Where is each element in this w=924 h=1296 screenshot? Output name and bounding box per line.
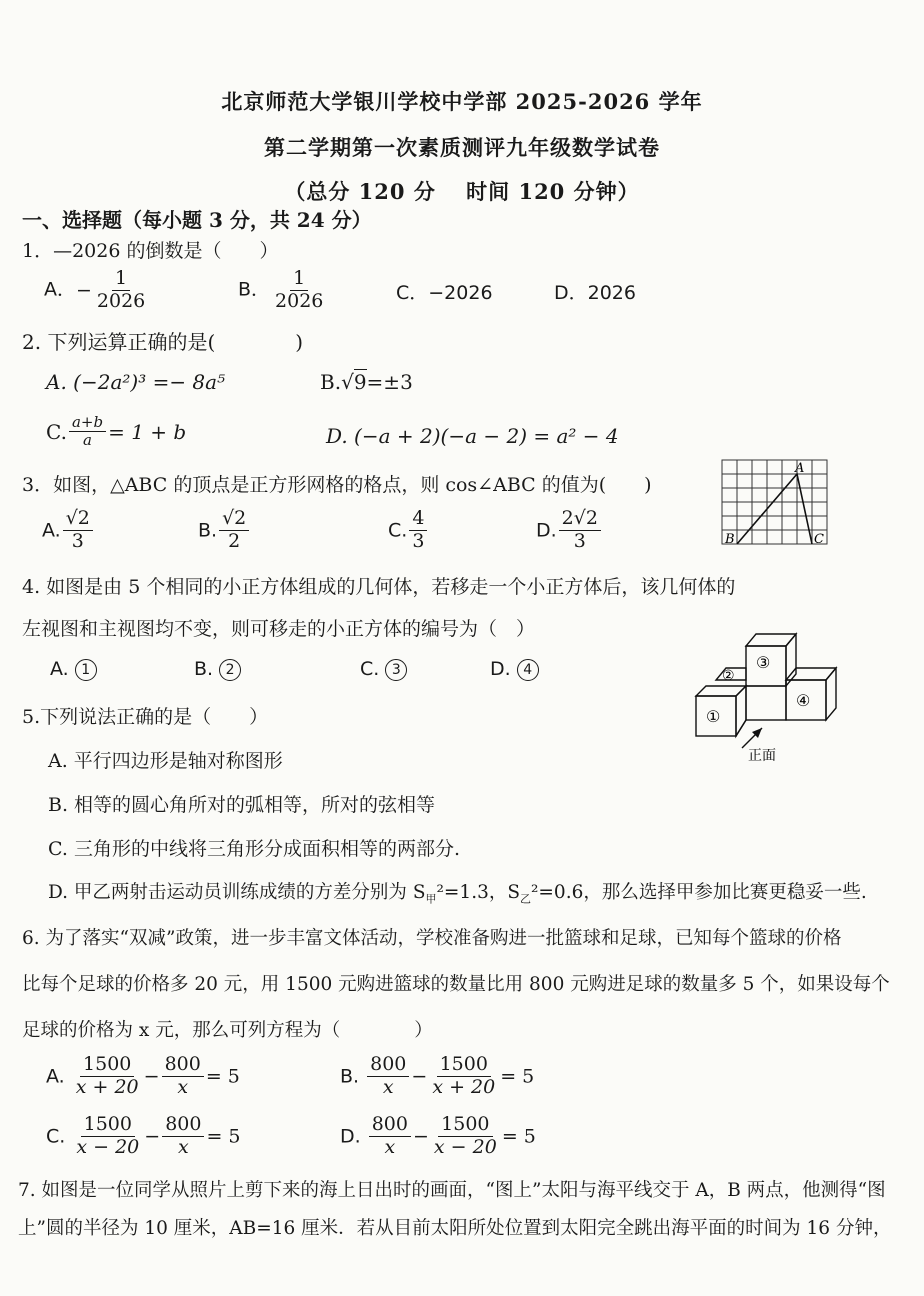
q3-c-den: 3 — [412, 529, 425, 552]
q4-c-label: C. — [360, 658, 380, 680]
q6-a-frac1 — [73, 1054, 142, 1099]
exam-title-line3: （总分 120 分 时间 120 分钟） — [284, 179, 640, 204]
q5-d-mid: ²=1.3，S — [436, 882, 521, 903]
q6-a-n2: 800 — [162, 1054, 204, 1077]
q6-c-n2: 800 — [162, 1114, 204, 1137]
q6-b-label: B. — [340, 1065, 360, 1088]
q4-option-d — [490, 658, 539, 681]
q4-fig-cube4: ④ — [796, 691, 811, 710]
q3-a-den: 3 — [71, 529, 84, 552]
q5-option-b: B. 相等的圆心角所对的弧相等，所对的弦相等 — [48, 794, 436, 816]
q3-b-den: 2 — [228, 529, 241, 552]
q2-c-rest: = 1 + b — [108, 419, 187, 444]
q6-option-d — [340, 1114, 536, 1159]
q1-option-a — [44, 268, 150, 313]
q3-fig-label-a: A — [795, 461, 805, 476]
q5-option-a: A. 平行四边形是轴对称图形 — [48, 750, 283, 772]
q4-b-circle: 2 — [219, 659, 241, 681]
section-heading: 一、选择题（每小题 3 分，共 24 分） — [22, 208, 372, 232]
q3-fig-label-c: C — [814, 532, 824, 547]
q6-c-d2: x — [177, 1135, 189, 1158]
q3-d-num: 2√2 — [559, 508, 601, 531]
q1-b-label: B． — [238, 278, 271, 301]
q6-b-frac1 — [367, 1054, 409, 1099]
q6-c-minus: − — [144, 1125, 161, 1148]
q1-stem: 1．—2026 的倒数是（ ） — [22, 240, 279, 262]
q4-fig-front-label: 正面 — [748, 748, 776, 764]
q6-d-d2: x − 20 — [433, 1135, 497, 1158]
q5-stem: 5.下列说法正确的是（ ） — [22, 706, 269, 728]
q3-b-fraction — [219, 508, 249, 553]
q6-c-n1: 1500 — [81, 1114, 135, 1137]
q6-option-c — [46, 1114, 241, 1159]
q3-fig-label-b: B — [725, 532, 735, 547]
q3-option-c — [388, 508, 429, 553]
q3-option-b — [198, 508, 251, 553]
q3-d-fraction — [559, 508, 601, 553]
q5-d-sub-jia: 甲 — [425, 892, 437, 906]
q6-stem-line1: 6. 为了落实“双减”政策，进一步丰富文体活动，学校准备购进一批篮球和足球，已知每个篮球的价格 — [22, 928, 842, 949]
q3-d-den: 3 — [573, 529, 586, 552]
q7-stem-line1: 7. 如图是一位同学从照片上剪下来的海上日出时的画面，“图上”太阳与海平线交于 A，B 两点，他测得“图 — [18, 1180, 886, 1201]
q6-d-label: D. — [340, 1125, 361, 1148]
q4-b-label: B. — [194, 658, 214, 680]
q2-c-fraction — [69, 414, 106, 450]
q6-stem-line2: 比每个足球的价格多 20 元，用 1500 元购进篮球的数量比用 800 元购进足球的数量多 5 个，如果设每个 — [22, 974, 890, 995]
q1-a-den: 2026 — [96, 289, 146, 312]
q6-b-n2: 1500 — [437, 1054, 491, 1077]
q5-option-d — [48, 878, 867, 907]
exam-title-line1: 北京师范大学银川学校中学部 2025-2026 学年 — [221, 89, 703, 114]
q3-c-num: 4 — [409, 508, 427, 531]
q7-stem-line2: 上”圆的半径为 10 厘米，AB=16 厘米．若从目前太阳所处位置到太阳完全跳出海平面的时间为 16 分钟， — [18, 1218, 892, 1239]
q3-d-label: D. — [536, 519, 557, 542]
q6-a-d1: x + 20 — [75, 1075, 139, 1098]
q6-stem-line3: 足球的价格为 x 元，那么可列方程为（ ） — [22, 1020, 433, 1041]
q4-stem-line2: 左视图和主视图均不变，则可移走的小正方体的编号为（ ） — [22, 618, 536, 640]
q6-a-n1: 1500 — [80, 1054, 134, 1077]
q4-a-circle: 1 — [75, 659, 97, 681]
q4-a-label: A. — [50, 658, 69, 680]
q4-fig-cube1: ① — [706, 707, 721, 726]
q6-b-n1: 800 — [367, 1054, 409, 1077]
q6-d-minus: − — [412, 1125, 429, 1148]
q6-d-frac2 — [431, 1114, 500, 1159]
q4-option-b — [194, 658, 241, 681]
q2-option-a: A. (−2a²)³ =− 8a⁵ — [46, 370, 226, 394]
q3-stem: 3．如图，△ABC 的顶点是正方形网格的格点，则 cos∠ABC 的值为( ) — [22, 474, 652, 496]
q5-option-c: C. 三角形的中线将三角形分成面积相等的两部分. — [48, 838, 460, 860]
q6-option-a — [46, 1054, 240, 1099]
q1-option-c: C．−2026 — [396, 282, 493, 304]
q2-stem: 2. 下列运算正确的是( ) — [22, 330, 304, 354]
q1-b-fraction — [272, 268, 326, 313]
q6-c-d1: x − 20 — [76, 1135, 140, 1158]
q5-d-sub-yi: 乙 — [520, 892, 532, 906]
q3-option-a — [42, 508, 95, 553]
q4-option-c — [360, 658, 407, 681]
q6-option-b — [340, 1054, 534, 1099]
q6-c-frac1 — [73, 1114, 142, 1159]
q6-a-label: A. — [46, 1065, 65, 1088]
q5-d-pre: D. 甲乙两射击运动员训练成绩的方差分别为 S — [48, 882, 426, 903]
q3-grid-figure — [716, 456, 836, 552]
q6-a-frac2 — [162, 1054, 204, 1099]
q2-b-label: B. — [320, 370, 342, 394]
q2-option-b — [320, 370, 413, 394]
q3-a-label: A. — [42, 519, 61, 542]
q3-b-label: B. — [198, 519, 218, 542]
q2-option-c — [46, 414, 186, 450]
q2-option-d: D. (−a + 2)(−a − 2) = a² − 4 — [326, 424, 619, 448]
q1-a-num: 1 — [112, 268, 130, 291]
q6-d-d1: x — [384, 1135, 396, 1158]
exam-title-line2: 第二学期第一次素质测评九年级数学试卷 — [264, 135, 660, 160]
q6-d-n1: 800 — [369, 1114, 411, 1137]
q6-b-eq: = 5 — [500, 1065, 535, 1088]
q6-c-frac2 — [162, 1114, 204, 1159]
q1-b-num: 1 — [290, 268, 308, 291]
q2-c-label: C. — [46, 419, 67, 444]
q5-d-post: ²=0.6，那么选择甲参加比赛更稳妥一些. — [531, 882, 867, 903]
q3-c-label: C. — [388, 519, 408, 542]
q6-b-d1: x — [382, 1075, 394, 1098]
q4-option-a — [50, 658, 97, 681]
q1-option-b — [238, 268, 328, 313]
q4-cube-figure — [688, 626, 844, 766]
q2-b-radicand: 9 — [353, 370, 367, 394]
q6-a-minus: − — [143, 1065, 160, 1088]
q4-fig-cube3: ③ — [756, 653, 771, 672]
q1-a-fraction — [94, 268, 148, 313]
q6-b-d2: x + 20 — [432, 1075, 496, 1098]
q4-d-label: D. — [490, 658, 511, 680]
q4-c-circle: 3 — [385, 659, 407, 681]
q3-c-fraction — [409, 508, 427, 553]
q3-a-fraction — [63, 508, 93, 553]
q6-d-n2: 1500 — [438, 1114, 492, 1137]
q3-a-num: √2 — [63, 508, 93, 531]
q6-b-minus: − — [411, 1065, 428, 1088]
q6-d-eq: = 5 — [501, 1125, 536, 1148]
q6-d-frac1 — [369, 1114, 411, 1159]
q4-fig-cube2: ② — [722, 668, 735, 684]
q2-c-num: a+b — [69, 414, 106, 432]
q3-b-num: √2 — [219, 508, 249, 531]
q1-option-d: D．2026 — [554, 282, 636, 304]
q4-stem-line1: 4. 如图是由 5 个相同的小正方体组成的几何体，若移走一个小正方体后，该几何体的 — [22, 576, 736, 598]
q1-a-label: A． — [44, 278, 76, 301]
q2-c-den: a — [83, 431, 92, 450]
radical-sign: √ — [341, 370, 354, 394]
q2-b-rest: =±3 — [366, 370, 413, 394]
q6-b-frac2 — [429, 1054, 498, 1099]
q1-a-sign: − — [76, 279, 92, 302]
q4-d-circle: 4 — [517, 659, 539, 681]
q1-b-den: 2026 — [275, 289, 324, 312]
q6-c-label: C. — [46, 1125, 66, 1148]
q6-a-eq: = 5 — [205, 1065, 240, 1088]
q3-option-d — [536, 508, 603, 553]
q6-c-eq: = 5 — [206, 1125, 241, 1148]
q6-a-d2: x — [177, 1075, 189, 1098]
